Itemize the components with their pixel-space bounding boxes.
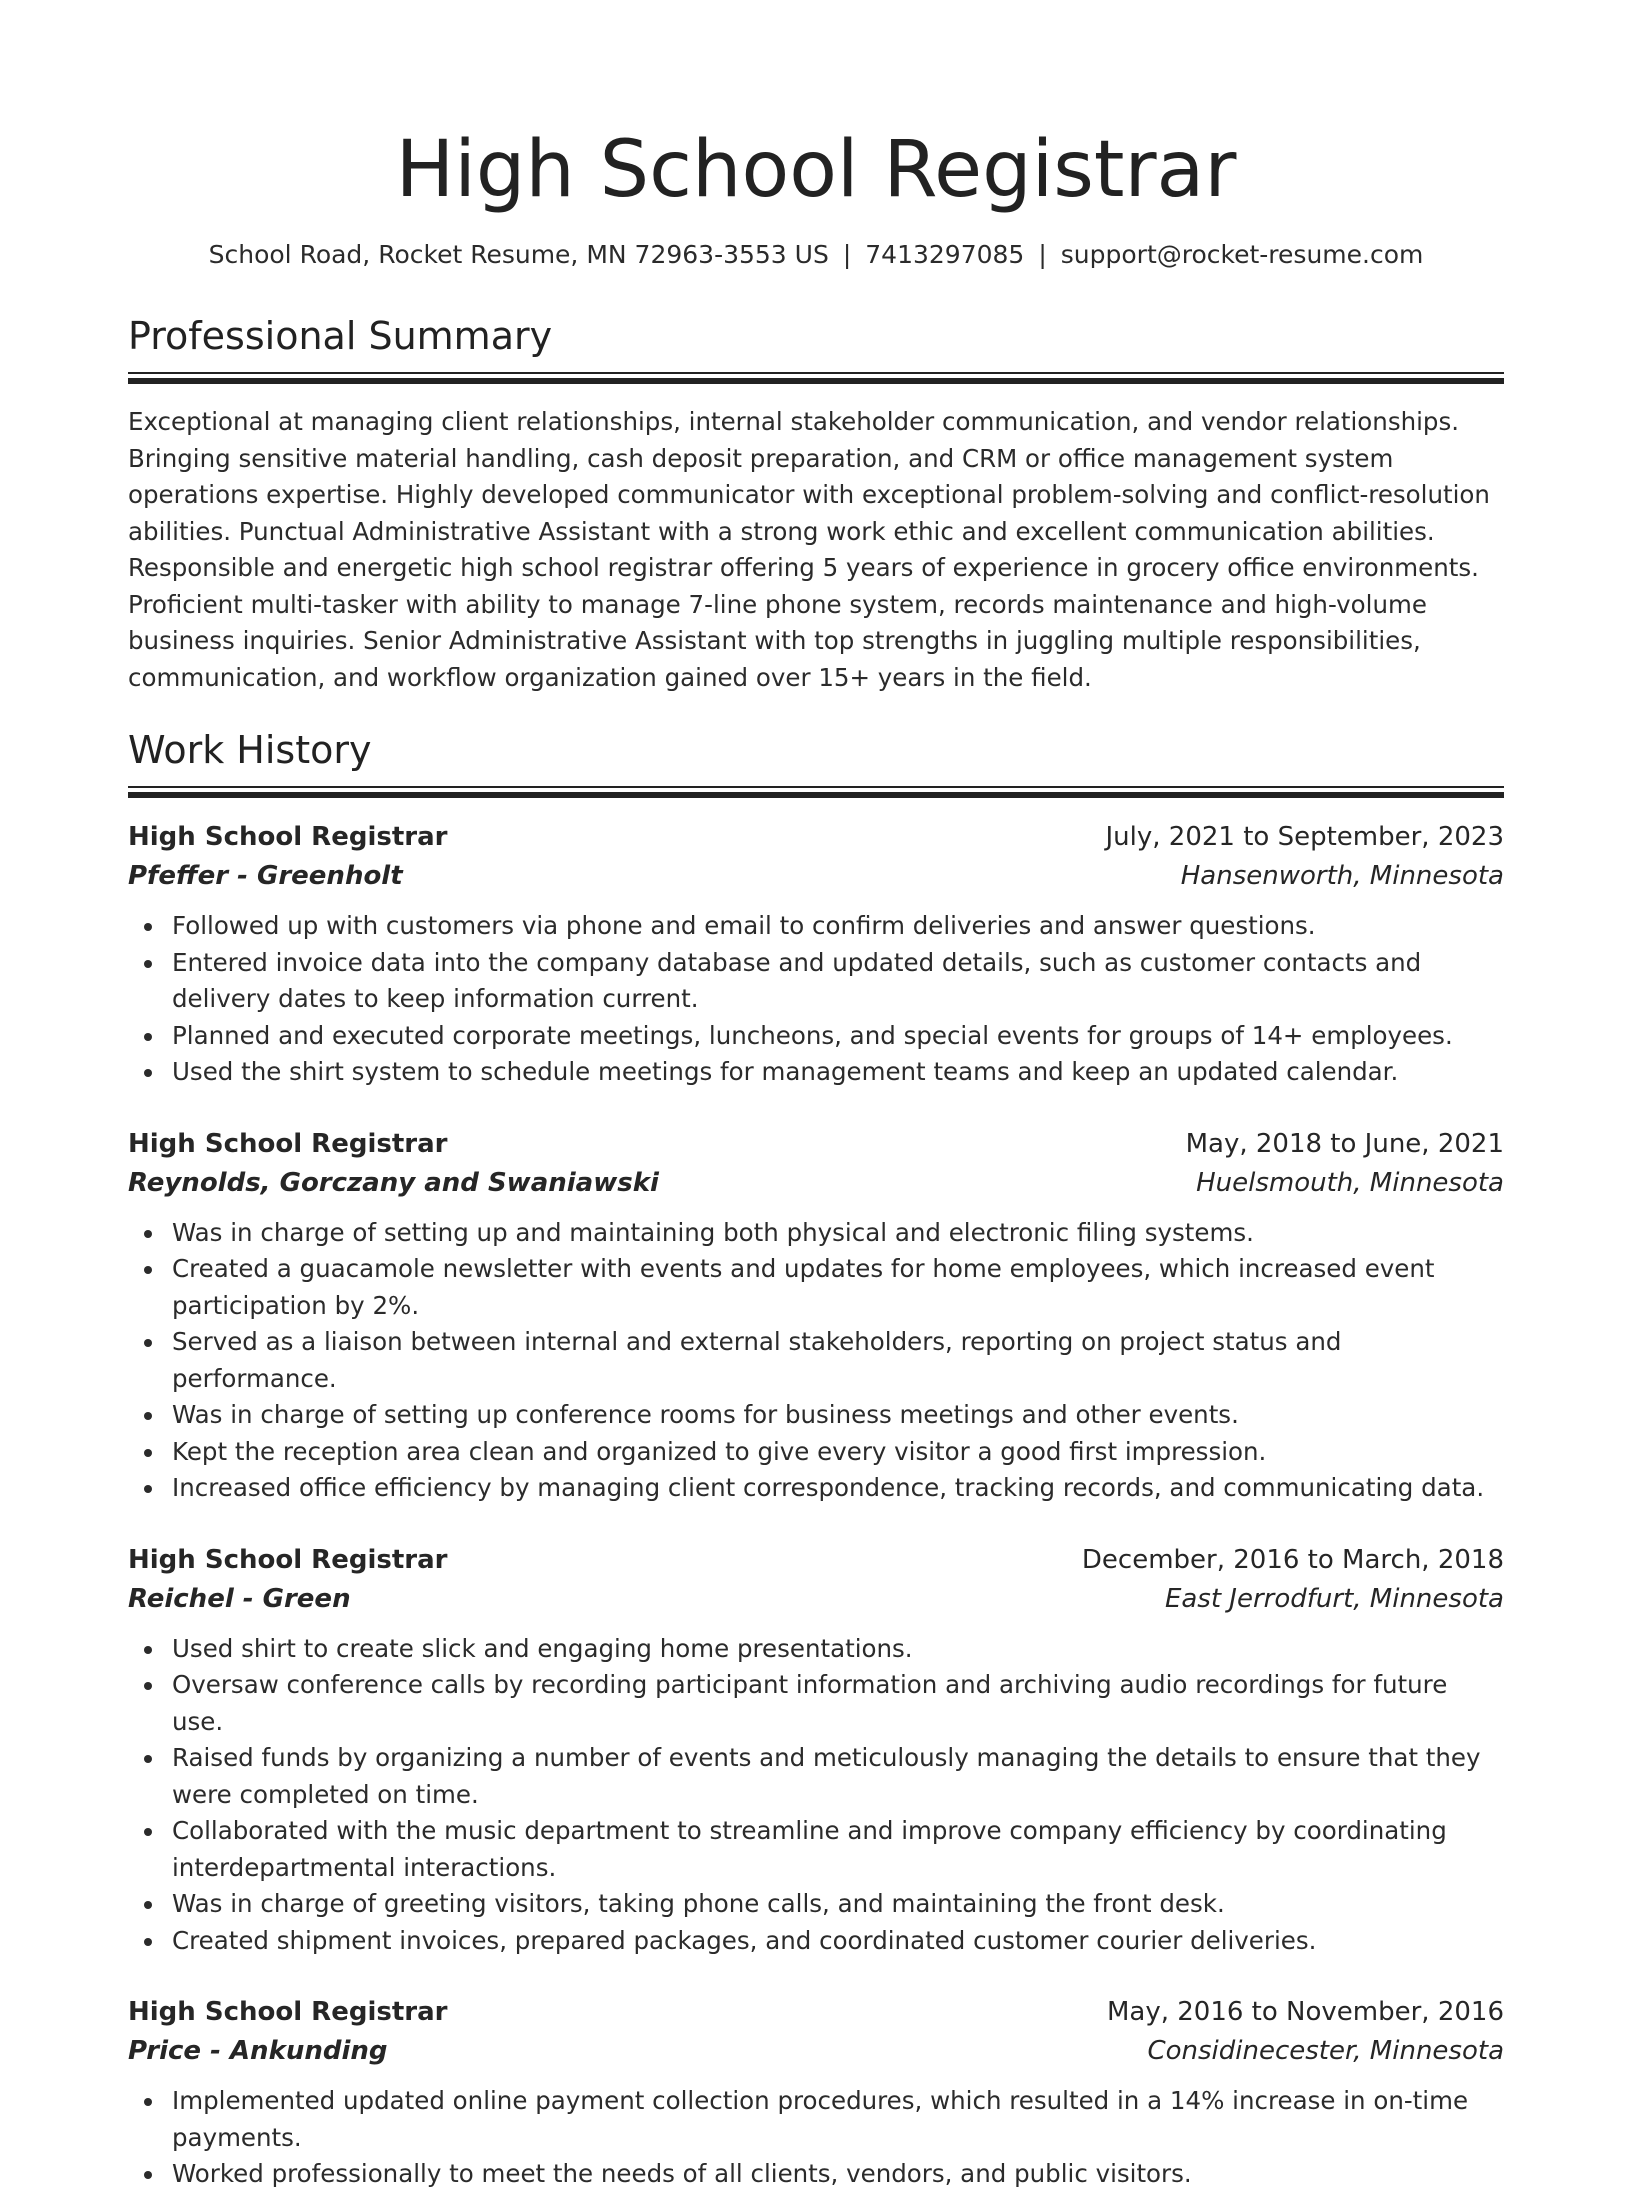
section-divider bbox=[128, 786, 1504, 798]
job-title: High School Registrar bbox=[128, 822, 448, 852]
section-divider bbox=[128, 372, 1504, 384]
professional-summary-section bbox=[128, 312, 1504, 696]
job-location: East Jerrodfurt, Minnesota bbox=[1164, 1583, 1504, 1614]
job-company: Price - Ankunding bbox=[128, 2036, 388, 2066]
job-bullet: Served as a liaison between internal and external stakeholders, reporting on project status and performance. bbox=[172, 1324, 1504, 1397]
contact-line bbox=[128, 238, 1504, 272]
job-entry bbox=[128, 1993, 1504, 2193]
job-bullet: Was in charge of setting up conference rooms for business meetings and other events. bbox=[172, 1397, 1504, 1434]
job-bullet: Increased office efficiency by managing client correspondence, tracking records, and communicating data. bbox=[172, 1470, 1504, 1507]
job-bullet: Was in charge of setting up and maintaining both physical and electronic filing systems. bbox=[172, 1215, 1504, 1252]
contact-address: School Road, Rocket Resume, MN 72963-3553 US bbox=[208, 240, 829, 269]
job-bullet: Planned and executed corporate meetings, luncheons, and special events for groups of 14+ employees. bbox=[172, 1018, 1504, 1055]
job-dates: May, 2018 to June, 2021 bbox=[1185, 1128, 1504, 1159]
job-bullet: Raised funds by organizing a number of events and meticulously managing the details to ensure that they were completed on time. bbox=[172, 1740, 1504, 1813]
job-company: Reynolds, Gorczany and Swaniawski bbox=[128, 1167, 659, 1198]
job-header-row bbox=[128, 1125, 1504, 1163]
job-bullet: Created a guacamole newsletter with events and updates for home employees, which increased event participation by 2%. bbox=[172, 1251, 1504, 1324]
summary-text: Exceptional at managing client relationships, internal stakeholder communication, and vendor relationships. Bringing sensitive material handling, cash deposit preparation, and CRM or office management system operations expertise. Highly developed communicator with exceptional problem-solving and conflict-resolution abilities. Punctual Administrative Assistant with a strong work ethic and excellent communication abilities. Responsible and energetic high school registrar offering 5 years of experience in grocery office environments. Proficient multi-tasker with ability to manage 7-line phone system, records maintenance and high-volume business inquiries. Senior Administrative Assistant with top strengths in juggling multiple responsibilities, communication, and workflow organization gained over 15+ years in the field. bbox=[128, 407, 1490, 692]
job-bullet: Collaborated with the music department to streamline and improve company efficiency by coordinating interdepartmental interactions. bbox=[172, 1813, 1504, 1886]
job-location: Hansenworth, Minnesota bbox=[1180, 861, 1504, 891]
job-bullet: Created shipment invoices, prepared packages, and coordinated customer courier deliveries. bbox=[172, 1923, 1504, 1960]
job-header-row bbox=[128, 1541, 1504, 1579]
job-dates: May, 2016 to November, 2016 bbox=[1106, 1997, 1504, 2027]
job-company-row bbox=[128, 856, 1504, 896]
resume-page bbox=[128, 0, 1504, 2193]
job-company: Pfeffer - Greenholt bbox=[128, 861, 403, 891]
job-entry bbox=[128, 1125, 1504, 1507]
job-company-row bbox=[128, 2031, 1504, 2071]
job-location: Huelsmouth, Minnesota bbox=[1196, 1167, 1504, 1198]
section-title-summary: Professional Summary bbox=[128, 314, 553, 358]
contact-email: support@rocket-resume.com bbox=[1060, 240, 1424, 269]
job-bullets bbox=[128, 1631, 1504, 1960]
contact-separator: | bbox=[1038, 240, 1047, 269]
job-title: High School Registrar bbox=[128, 1128, 448, 1159]
job-company-row bbox=[128, 1579, 1504, 1619]
job-title: High School Registrar bbox=[128, 1997, 448, 2027]
job-bullets bbox=[128, 2083, 1504, 2193]
section-title-work-history: Work History bbox=[128, 728, 372, 772]
job-dates: December, 2016 to March, 2018 bbox=[1081, 1544, 1504, 1575]
job-bullet: Kept the reception area clean and organized to give every visitor a good first impression. bbox=[172, 1434, 1504, 1471]
job-bullet: Worked professionally to meet the needs of all clients, vendors, and public visitors. bbox=[172, 2156, 1504, 2193]
job-bullet: Oversaw conference calls by recording participant information and archiving audio recordings for future use. bbox=[172, 1667, 1504, 1740]
job-header-row bbox=[128, 818, 1504, 856]
contact-separator: | bbox=[842, 240, 852, 269]
job-company: Reichel - Green bbox=[128, 1583, 351, 1614]
job-location: Considinecester, Minnesota bbox=[1147, 2036, 1504, 2066]
job-bullets bbox=[128, 1215, 1504, 1507]
job-dates: July, 2021 to September, 2023 bbox=[1105, 822, 1504, 852]
job-bullet: Was in charge of greeting visitors, taking phone calls, and maintaining the front desk. bbox=[172, 1886, 1504, 1923]
job-bullets bbox=[128, 908, 1504, 1091]
resume-name: High School Registrar bbox=[395, 125, 1237, 215]
job-entry bbox=[128, 818, 1504, 1091]
job-bullet: Entered invoice data into the company database and updated details, such as customer contacts and delivery dates to keep information current. bbox=[172, 945, 1504, 1018]
job-bullet: Used shirt to create slick and engaging home presentations. bbox=[172, 1631, 1504, 1668]
job-header-row bbox=[128, 1993, 1504, 2031]
job-bullet: Followed up with customers via phone and email to confirm deliveries and answer questions. bbox=[172, 908, 1504, 945]
job-bullet: Implemented updated online payment collection procedures, which resulted in a 14% increase in on-time payments. bbox=[172, 2083, 1504, 2156]
job-entry bbox=[128, 1541, 1504, 1960]
work-history-section bbox=[128, 726, 1504, 2193]
job-company-row bbox=[128, 1163, 1504, 1203]
contact-phone: 7413297085 bbox=[865, 240, 1025, 269]
job-title: High School Registrar bbox=[128, 1544, 448, 1575]
job-bullet: Used the shirt system to schedule meetings for management teams and keep an updated calendar. bbox=[172, 1054, 1504, 1091]
